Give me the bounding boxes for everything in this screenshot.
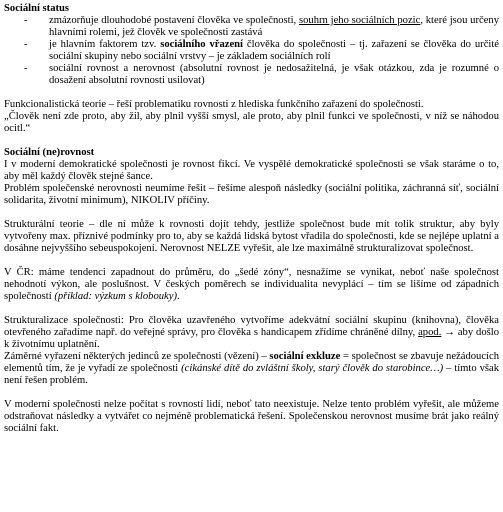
status-list xyxy=(4,15,499,87)
underlined-text: souhrn jeho sociálních pozic xyxy=(299,15,421,26)
list-item xyxy=(23,39,499,63)
text-run: – tímto však není řešen problém. xyxy=(4,363,499,386)
text-run: sociální rovnost a nerovnost (absolutní rovnost je nedosažitelná, je však otázkou, zda je rozumné o dosažení absolutní rovnosti usilovat) xyxy=(49,63,499,86)
text-run: → aby došlo k životnímu uplatnění. xyxy=(4,327,499,350)
functionalist-line: Funkcionalistická teorie – řeší problematiku rovnosti z hlediska funkčního zařazení do společnosti. xyxy=(4,99,424,110)
functionalist-quote: „Člověk není zde proto, aby žil, aby plnil vyšší smysl, ale proto, aby plnil funkci ve společnosti, v níž se náhodou ocitl.“ xyxy=(4,111,499,134)
text-run: Strukturalizace společnosti: Pro člověka uzavřeného vytvoříme adekvátní sociální skupinu (knihovna), člověka otevřeného zařadíme např. do veřejné správy, pro člověka s handicapem zřídíme chráněné dílny, xyxy=(4,315,499,338)
bold-term: sociálního vřazení xyxy=(160,39,243,50)
bold-term: sociální exkluze xyxy=(269,351,341,362)
underlined-text: apod. xyxy=(418,327,442,338)
exclusion-paragraph xyxy=(4,351,499,387)
text-run: , které jsou určeny hlavními rolemi, jež člověk ve společnosti zastává xyxy=(49,15,499,38)
heading-social-status: Sociální status xyxy=(4,3,70,14)
list-item xyxy=(23,63,499,87)
text-run: Záměrné vyřazení některých jedinců ze společnosti (vězení) – xyxy=(4,351,270,362)
text-run: je hlavním faktorem tzv. xyxy=(49,39,161,50)
list-item xyxy=(23,15,499,39)
cr-paragraph xyxy=(4,267,499,303)
italic-example: (příklad: výzkum s klobouky) xyxy=(54,291,177,302)
paragraph: I v moderní demokratické společnosti je rovnost fikcí. Ve vyspělé demokratické společnosti se však staráme o to, aby měl každý člověk stejné šance. xyxy=(4,159,499,182)
text-run: člověka do společnosti – tj. zařazení se člověka do určité sociální skupiny nebo sociální vrstvy – je základem sociálních rolí xyxy=(49,39,499,62)
text-run: . xyxy=(177,291,180,302)
text-run: zmázorňuje dlouhodobé postavení člověka ve společnosti, xyxy=(49,15,299,26)
structuralization-paragraph xyxy=(4,315,499,351)
heading-social-inequality: Sociální (ne)rovnost xyxy=(4,147,95,158)
modern-society-paragraph: V moderní společnosti nelze počítat s rovností lidí, neboť tato neexistuje. Nelze tento problém vyřešit, ale můžeme odstraňovat následky a vytvářet co nejméně problematická řešení. Společenskou nerovnost musíme brát jako reálný sociální fakt. xyxy=(4,399,499,434)
italic-example: (cikánské dítě do zvláštní školy, starý člověk do starobince…) xyxy=(181,363,444,374)
paragraph: Problém společenské nerovnosti neumíme řešit – řešíme alespoň následky (sociální politika, záchranná síť, sociální solidarita, životní minimum), NIKOLIV příčiny. xyxy=(4,183,499,206)
text-run: = společnost se zbavuje nežádoucích elementů tím, že je vyřadí ze společnosti xyxy=(4,351,499,374)
structural-theory-paragraph: Strukturální teorie – dle ní může k rovnosti dojít tehdy, jestliže společnost bude mít tolik struktur, aby byly vytvořeny max. příznivé podmínky pro to, aby se každá lidská bytost vřadila do společnosti, kde se nejlépe uplatní a dosáhne nejvyššího sebeuspokojení. Nerovnost NELZE vyřešit, ale lze maximálně strukturalizovat společnost. xyxy=(4,219,499,254)
text-run: V ČR: máme tendenci zapadnout do průměru, do „šedé zóny“, nesnažíme se vynikat, neboť naše společnost nehodnotí výkon, ale poslušnost. V českých poměrech se individualita nevyplácí – tím se lišíme od západních společností xyxy=(4,267,499,302)
